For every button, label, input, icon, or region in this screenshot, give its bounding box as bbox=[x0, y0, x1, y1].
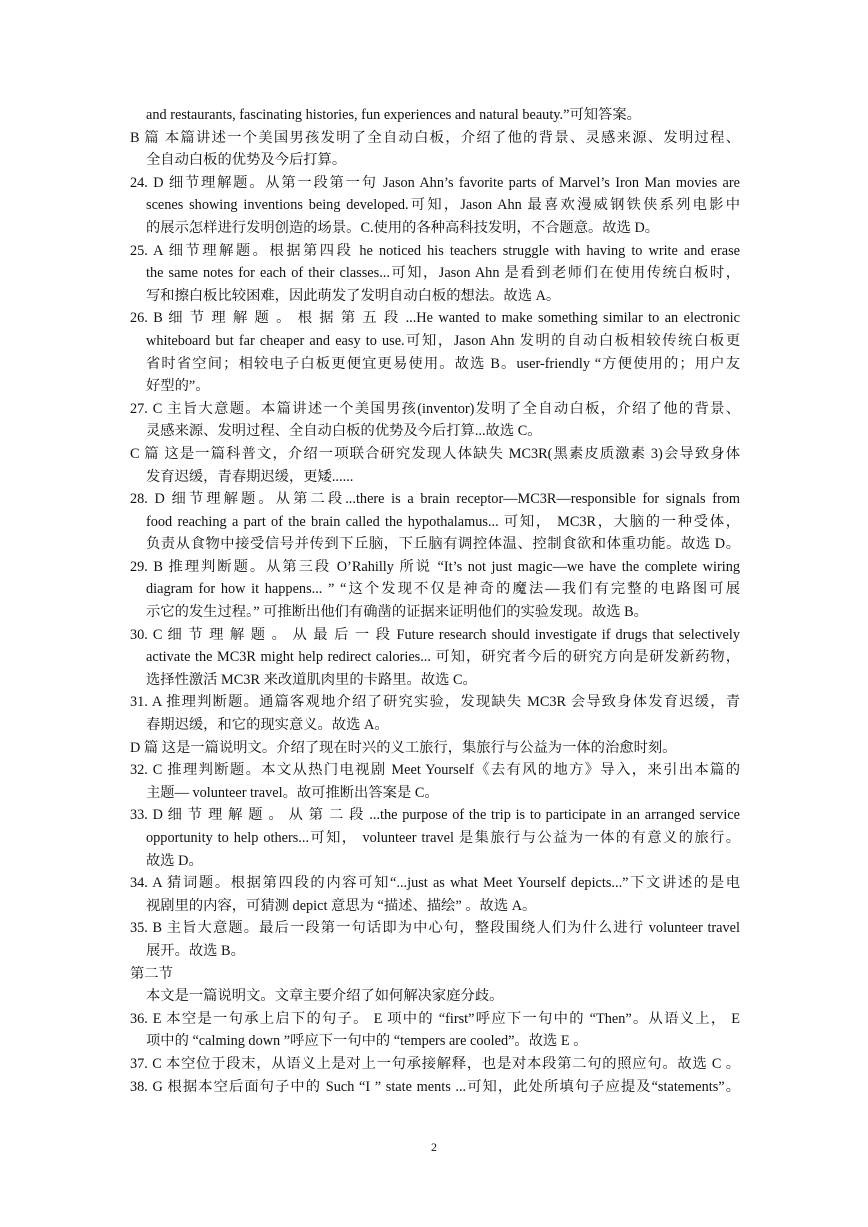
text-line: 写和擦白板比较困难，因此萌发了发明自动白板的想法。故选 A。 bbox=[146, 287, 561, 304]
text-line: 示它的发生过程。” 可推断出他们有确凿的证据来证明他们的实验发现。故选 B。 bbox=[146, 604, 648, 621]
text-line: 32. C 推理判断题。本文从热门电视剧 Meet Yourself《去有风的地方》导入，来引出本篇的 bbox=[130, 762, 740, 779]
text-line: 33. D 细 节 理 解 题 。 从 第 二 段 ...the purpose of the trip is to participate in an arranged service bbox=[130, 807, 740, 824]
text-line: whiteboard but far cheaper and easy to use.可知，Jason Ahn 发明的自动白板相较传统白板更 bbox=[146, 332, 740, 349]
text-line: B 篇 本篇讲述一个美国男孩发明了全自动白板，介绍了他的背景、灵感来源、发明过程、 bbox=[130, 129, 740, 146]
text-line: 好型的”。 bbox=[146, 378, 210, 395]
text-line: 春期迟缓，和它的现实意义。故选 A。 bbox=[146, 717, 389, 734]
text-line: 负责从食物中接受信号并传到下丘脑，下丘脑有调控体温、控制食欲和体重功能。故选 D。 bbox=[146, 536, 740, 553]
text-line: and restaurants, fascinating histories, fun experiences and natural beauty.”可知答案。 bbox=[146, 107, 641, 123]
text-line: 29. B 推理判断题。从第三段 O’Rahilly 所说 “It’s not just magic—we have the complete wiring bbox=[130, 558, 740, 575]
text-line: 28. D 细节理解题。从第二段...there is a brain receptor—MC3R—responsible for signals from bbox=[130, 491, 740, 508]
text-line: 发育迟缓，青春期迟缓，更矮...... bbox=[146, 468, 354, 485]
text-line: D 篇 这是一篇说明文。介绍了现在时兴的义工旅行，集旅行与公益为一体的治愈时刻。 bbox=[130, 739, 677, 756]
text-line: 省时省空间；相较电子白板更便宜更易使用。故选 B。user-friendly “方便使用的；用户友 bbox=[146, 355, 740, 372]
text-line: 37. C 本空位于段末，从语义上是对上一句承接解释，也是对本段第二句的照应句。故选 C 。 bbox=[130, 1055, 740, 1072]
text-line: 27. C 主旨大意题。本篇讲述一个美国男孩(inventor)发明了全自动白板，介绍了他的背景、 bbox=[130, 400, 740, 417]
text-line: 选择性激活 MC3R 来改道肌肉里的卡路里。故选 C。 bbox=[146, 671, 477, 688]
text-line: 灵感来源、发明过程、全自动白板的优势及今后打算...故选 C。 bbox=[146, 423, 542, 440]
text-line: 30. C 细 节 理 解 题 。 从 最 后 一 段 Future research should investigate if drugs that selectively bbox=[130, 626, 740, 643]
text-line: 34. A 猜词题。根据第四段的内容可知“...just as what Meet Yourself depicts...”下文讲述的是电 bbox=[130, 875, 740, 892]
text-line: 38. G 根据本空后面句子中的 Such “I ” state ments ...可知，此处所填句子应提及“statements”。 bbox=[130, 1078, 740, 1095]
text-line: food reaching a part of the brain called the hypothalamus... 可知， MC3R，大脑的一种受体， bbox=[146, 513, 740, 530]
text-line: scenes showing inventions being developed.可知，Jason Ahn 最喜欢漫威钢铁侠系列电影中 bbox=[146, 197, 740, 214]
text-line: 26. B 细 节 理 解 题 。 根 据 第 五 段 ...He wanted to make something similar to an electronic bbox=[130, 310, 740, 327]
page-number: 2 bbox=[431, 1140, 437, 1154]
text-line: diagram for how it happens... ” “这个发现不仅是神奇的魔法—我们有完整的电路图可展 bbox=[146, 581, 740, 598]
text-line: activate the MC3R might help redirect calories... 可知，研究者今后的研究方向是研发新药物， bbox=[146, 649, 740, 666]
document-body bbox=[130, 104, 740, 1098]
text-line: 本文是一篇说明文。文章主要介绍了如何解决家庭分歧。 bbox=[146, 988, 504, 1005]
text-line: 第二节 bbox=[130, 965, 173, 982]
text-line: 36. E 本空是一句承上启下的句子。 E 项中的 “first”呼应下一句中的 “Then”。从语义上， E bbox=[130, 1010, 740, 1027]
text-line: 35. B 主旨大意题。最后一段第一句话即为中心句，整段围绕人们为什么进行 volunteer travel bbox=[130, 920, 740, 937]
text-line: opportunity to help others...可知， volunteer travel 是集旅行与公益为一体的有意义的旅行。 bbox=[146, 830, 740, 846]
text-line: C 篇 这是一篇科普文，介绍一项联合研究发现人体缺失 MC3R(黑素皮质激素 3)会导致身体 bbox=[130, 445, 740, 462]
text-line: 31. A 推理判断题。通篇客观地介绍了研究实验，发现缺失 MC3R 会导致身体发育迟缓，青 bbox=[130, 694, 740, 711]
text-line: 25. A 细节理解题。根据第四段 he noticed his teachers struggle with having to write and erase bbox=[130, 242, 740, 259]
text-line: 故选 D。 bbox=[146, 852, 203, 869]
text-line: 主题— volunteer travel。故可推断出答案是 C。 bbox=[146, 784, 439, 801]
text-line: 的展示怎样进行发明创造的场景。C.使用的各种高科技发明，不合题意。故选 D。 bbox=[146, 219, 660, 236]
text-line: 视剧里的内容，可猜测 depict 意思为 “描述、描绘” 。故选 A。 bbox=[146, 897, 537, 914]
text-line: 24. D 细节理解题。从第一段第一句 Jason Ahn’s favorite parts of Marvel’s Iron Man movies are bbox=[130, 174, 740, 191]
text-line: the same notes for each of their classes...可知，Jason Ahn 是看到老师们在使用传统白板时， bbox=[146, 265, 740, 282]
text-line: 展开。故选 B。 bbox=[146, 942, 245, 959]
text-line: 全自动白板的优势及今后打算。 bbox=[146, 152, 347, 169]
text-line: 项中的 “calming down ”呼应下一句中的 “tempers are cooled”。故选 E 。 bbox=[146, 1033, 588, 1050]
